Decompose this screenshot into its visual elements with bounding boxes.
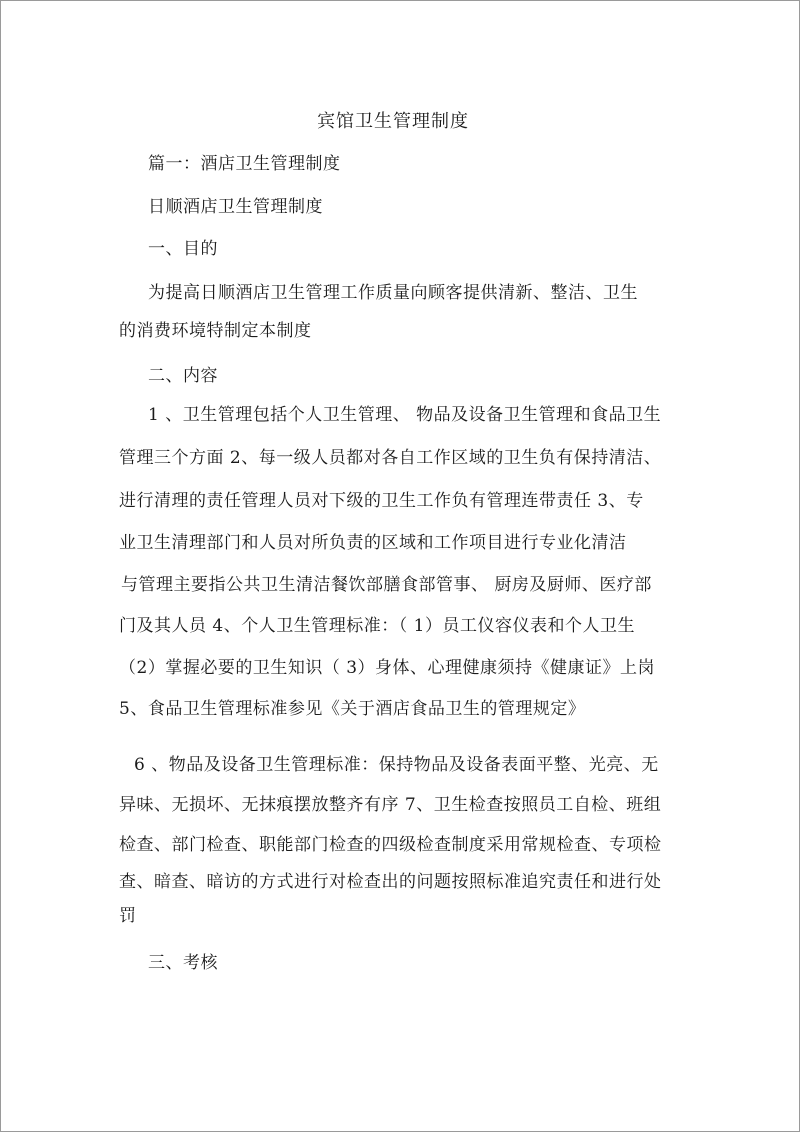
section-heading-part-one: 篇一：酒店卫生管理制度 — [148, 154, 341, 174]
paragraph-line: 进行清理的责任管理人员对下级的卫生工作负有管理连带责任 3、专 — [119, 491, 644, 511]
paragraph-line: 检查、部门检查、职能部门检查的四级检查制度采用常规检查、专项检 — [119, 835, 662, 855]
document-title: 宾馆卫生管理制度 — [317, 111, 469, 132]
paragraph-line: 与管理主要指公共卫生清洁餐饮部膳食部管事、 厨房及厨师、医疗部 — [121, 575, 652, 595]
paragraph-line: （2）掌握必要的卫生知识（ 3）身体、心理健康须持《健康证》上岗 — [119, 658, 656, 678]
paragraph-line: 6 、物品及设备卫生管理标准：保持物品及设备表面平整、光亮、无 — [134, 755, 659, 775]
paragraph-line: 管理三个方面 2、每一级人员都对各自工作区域的卫生负有保持清洁、 — [119, 448, 662, 468]
paragraph-line: 5、食品卫生管理标准参见《关于酒店食品卫生的管理规定》 — [119, 699, 586, 719]
document-subtitle: 日顺酒店卫生管理制度 — [148, 197, 323, 217]
paragraph-line: 罚 — [119, 906, 137, 926]
paragraph-line: 门及其人员 4、个人卫生管理标准：（ 1）员工仪容仪表和个人卫生 — [119, 616, 635, 636]
paragraph-line: 异味、无损坏、无抹痕摆放整齐有序 7、卫生检查按照员工自检、班组 — [119, 795, 662, 815]
section-heading-content: 二、内容 — [148, 366, 218, 386]
paragraph-line: 1 、卫生管理包括个人卫生管理、 物品及设备卫生管理和食品卫生 — [148, 405, 662, 425]
paragraph-line: 业卫生清理部门和人员对所负责的区域和工作项目进行专业化清洁 — [119, 533, 627, 553]
section-heading-purpose: 一、目的 — [148, 239, 218, 259]
paragraph-line: 查、暗查、暗访的方式进行对检查出的问题按照标准追究责任和进行处 — [119, 872, 662, 892]
paragraph-line: 为提高日顺酒店卫生管理工作质量向顾客提供清新、整洁、卫生 — [148, 283, 638, 303]
section-heading-assessment: 三、考核 — [148, 953, 218, 973]
paragraph-line: 的消费环境特制定本制度 — [119, 321, 312, 341]
